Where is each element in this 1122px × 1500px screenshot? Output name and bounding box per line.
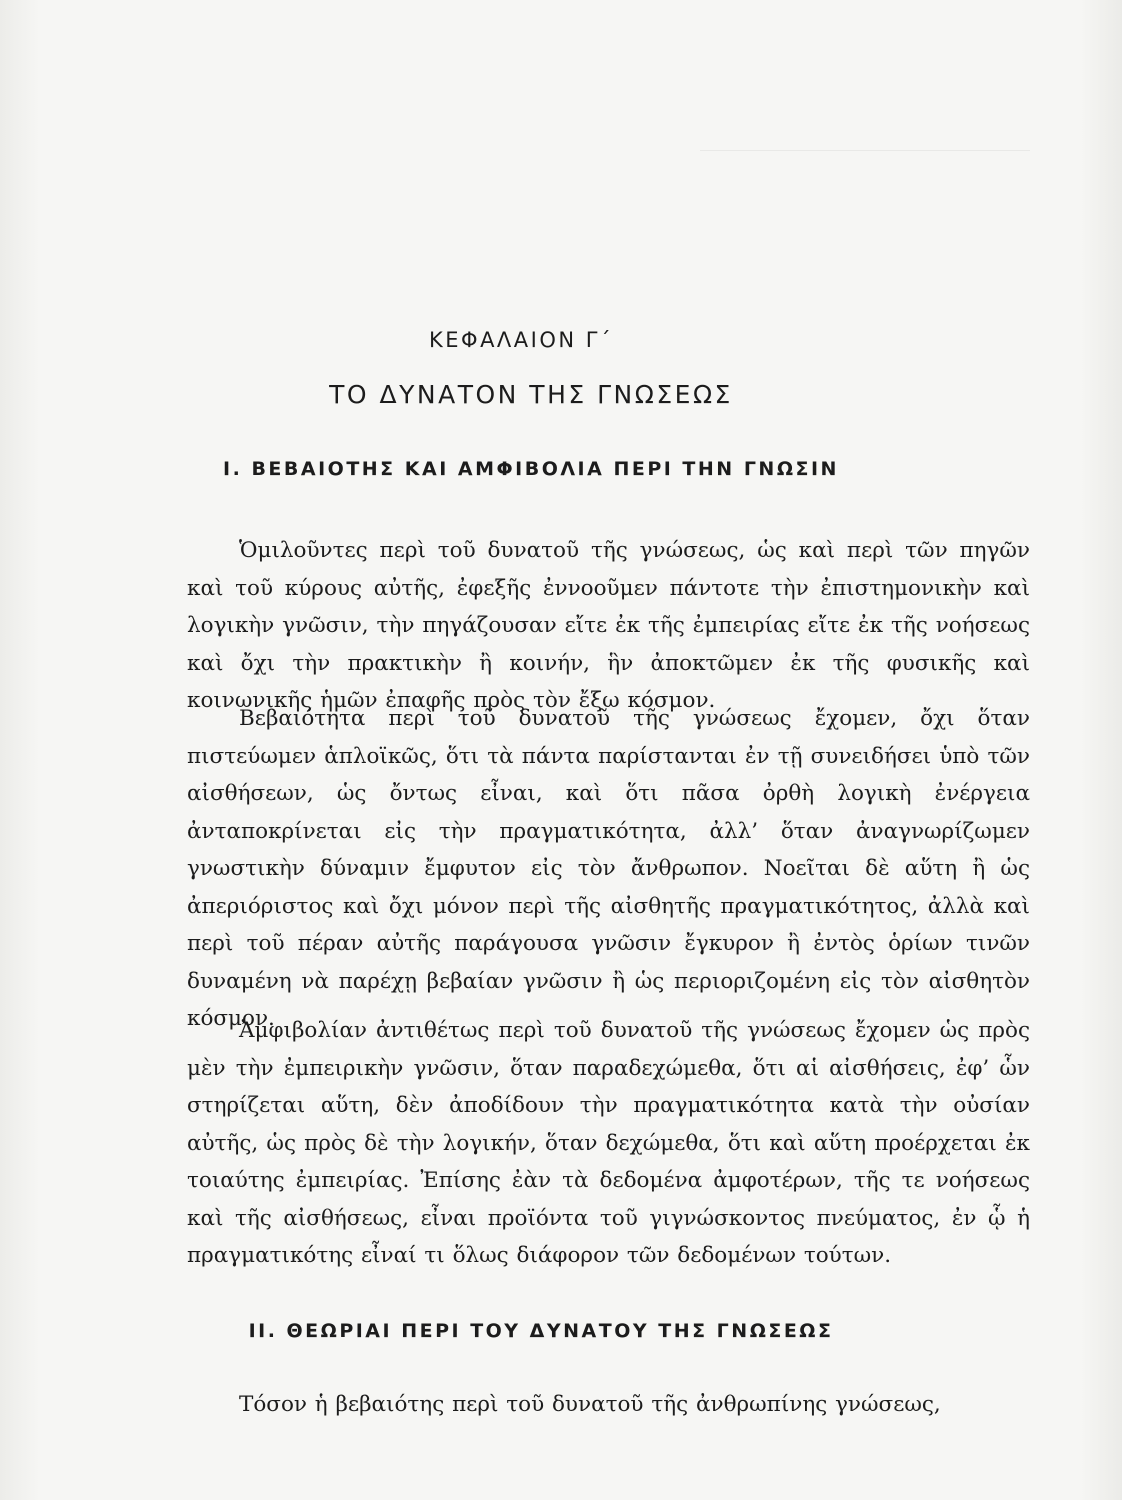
paragraph <box>187 532 1030 720</box>
paragraph <box>187 1012 1030 1275</box>
chapter-label: ΚΕΦΑΛΑΙΟΝ Γ΄ <box>429 328 613 352</box>
section-heading-2: ΙΙ. ΘΕΩΡΙΑΙ ΠΕΡΙ ΤΟΥ ΔΥΝΑΤΟΥ ΤΗΣ ΓΝΩΣΕΩΣ <box>248 1320 834 1342</box>
paragraph-text: Ὁμιλοῦντες περὶ τοῦ δυνατοῦ τῆς γνώσεως, ὡς καὶ περὶ τῶν πηγῶν καὶ τοῦ κύρους αὐτῆς, ἐφεξῆς ἐννοοῦμεν πάντοτε τὴν ἐπιστημονικὴν καὶ λογικὴν γνῶσιν, τὴν πηγάζουσαν εἴτε ἐκ τῆς ἐμπειρίας εἴτε ἐκ τῆς νοήσεως καὶ ὄχι τὴν πρακτικὴν ἢ κοινήν, ἣν ἀποκτῶμεν ἐκ τῆς φυσικῆς καὶ κοινωνικῆς ἡμῶν ἐπαφῆς πρὸς τὸν ἔξω κόσμον. <box>187 538 1030 713</box>
paragraph <box>187 1386 1030 1424</box>
chapter-title: ΤΟ ΔΥΝΑΤΟΝ ΤΗΣ ΓΝΩΣΕΩΣ <box>329 380 733 409</box>
paragraph <box>187 700 1030 1038</box>
paragraph-text: Ἀμφιβολίαν ἀντιθέτως περὶ τοῦ δυνατοῦ τῆς γνώσεως ἔχομεν ὡς πρὸς μὲν τὴν ἐμπειρικὴν γνῶσιν, ὅταν παραδεχώμεθα, ὅτι αἱ αἰσθήσεις, ἐφ’ ὧν στηρίζεται αὕτη, δὲν ἀποδίδουν τὴν πραγματικότητα κατὰ τὴν οὐσίαν αὐτῆς, ὡς πρὸς δὲ τὴν λογικήν, ὅταν δεχώμεθα, ὅτι καὶ αὕτη προέρχεται ἐκ τοιαύτης ἐμπειρίας. Ἐπίσης ἐὰν τὰ δεδομένα ἀμφοτέρων, τῆς τε νοήσεως καὶ τῆς αἰσθήσεως, εἶναι προϊόντα τοῦ γιγνώσκοντος πνεύματος, ἐν ᾧ ἡ πραγματικότης εἶναί τι ὅλως διάφορον τῶν δεδομένων τούτων. <box>187 1018 1030 1268</box>
paragraph-text: Βεβαιότητα περὶ τοῦ δυνατοῦ τῆς γνώσεως ἔχομεν, ὄχι ὅταν πιστεύωμεν ἁπλοϊκῶς, ὅτι τὰ πάντα παρίστανται ἐν τῇ συνειδήσει ὑπὸ τῶν αἰσθήσεων, ὡς ὄντως εἶναι, καὶ ὅτι πᾶσα ὀρθὴ λογικὴ ἐνέργεια ἀνταποκρίνεται εἰς τὴν πραγματικότητα, ἀλλ’ ὅταν ἀναγνωρίζωμεν γνωστικὴν δύναμιν ἔμφυτον εἰς τὸν ἄνθρωπον. Νοεῖται δὲ αὕτη ἢ ὡς ἀπεριόριστος καὶ ὄχι μόνον περὶ τῆς αἰσθητῆς πραγματικότητος, ἀλλὰ καὶ περὶ τοῦ πέραν αὐτῆς παράγουσα γνῶσιν ἔγκυρον ἢ ἐντὸς ὁρίων τινῶν δυναμένη νὰ παρέχῃ βεβαίαν γνῶσιν ἢ ὡς περιοριζομένη εἰς τὸν αἰσθητὸν κόσμον. <box>187 706 1030 1031</box>
paragraph-text: Τόσον ἡ βεβαιότης περὶ τοῦ δυνατοῦ τῆς ἀνθρωπίνης γνώσεως, <box>239 1392 941 1417</box>
section-heading-1: Ι. ΒΕΒΑΙΟΤΗΣ ΚΑΙ ΑΜΦΙΒΟΛΙΑ ΠΕΡΙ ΤΗΝ ΓΝΩΣΙΝ <box>223 458 839 480</box>
bleed-through-rule <box>700 150 1030 151</box>
